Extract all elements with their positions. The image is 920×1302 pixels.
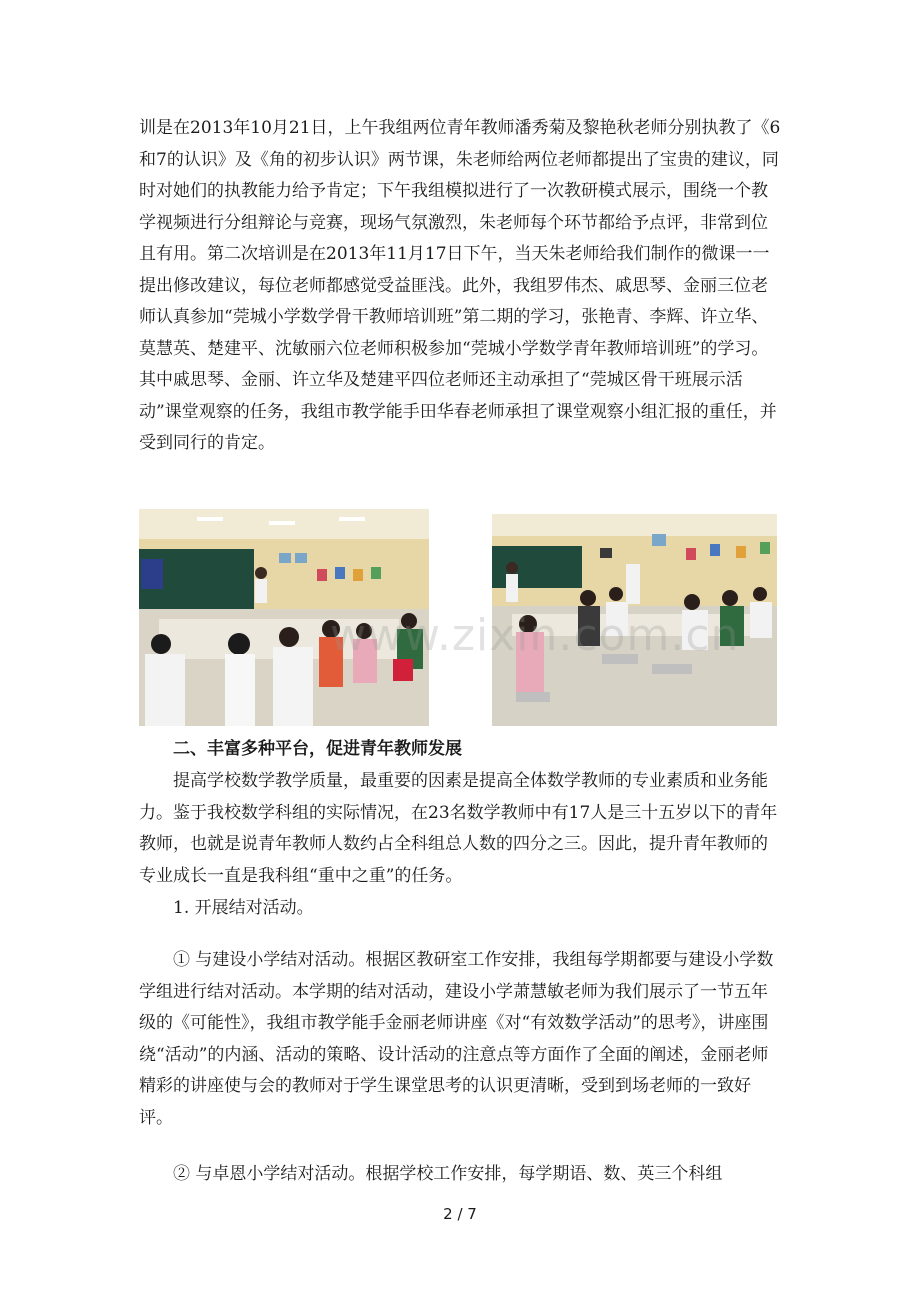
paragraph-jianshe: ① 与建设小学结对活动。根据区教研室工作安排，我组每学期都要与建设小学数学组进行结对活动。本学期的结对活动，建设小学萧慧敏老师为我们展示了一节五年级的《可能性》，我组市教学能手金丽老师讲座《对“有效数学活动”的思考》，讲座围绕“活动”的内涵、活动的策略、设计活动的注意点等方面作了全面的阐述，金丽老师精彩的讲座使与会的教师对于学生课堂思考的认识更清晰，受到到场老师的一致好评。 bbox=[139, 950, 774, 1128]
paragraph-intro: 提高学校数学教学质量，最重要的因素是提高全体数学教师的专业素质和业务能力。鉴于我校数学科组的实际情况，在23名数学教师中有17人是三十五岁以下的青年教师，也就是说青年教师人数约占全科组总人数的四分之三。因此，提升青年教师的专业成长一直是我科组“重中之重”的任务。 bbox=[139, 771, 778, 886]
section-heading: 二、丰富多种平台，促进青年教师发展 bbox=[173, 739, 462, 759]
list-item-pairing: 1. 开展结对活动。 bbox=[173, 898, 314, 918]
paragraph-zhuoen: ② 与卓恩小学结对活动。根据学校工作安排，每学期语、数、英三个科组 bbox=[173, 1164, 723, 1184]
watermark: www.zixin.com.cn bbox=[330, 610, 740, 661]
page-indicator: 2 / 7 bbox=[443, 1205, 477, 1223]
paragraph-training: 训是在2013年10月21日，上午我组两位青年教师潘秀菊及黎艳秋老师分别执教了《6和7的认识》及《角的初步认识》两节课，朱老师给两位老师都提出了宝贵的建议，同时对她们的执教能力给予肯定；下午我组模拟进行了一次教研模式展示，围绕一个教学视频进行分组辩论与竞赛，现场气氛激烈，朱老师每个环节都给予点评，非常到位且有用。第二次培训是在2013年11月17日下午，当天朱老师给我们制作的微课一一提出修改建议，每位老师都感觉受益匪浅。此外，我组罗伟杰、戚思琴、金丽三位老师认真参加“莞城小学数学骨干教师培训班”第二期的学习，张艳青、李辉、许立华、莫慧英、楚建平、沈敏丽六位老师积极参加“莞城小学数学青年教师培训班”的学习。其中戚思琴、金丽、许立华及楚建平四位老师还主动承担了“莞城区骨干班展示活动”课堂观察的任务，我组市教学能手田华春老师承担了课堂观察小组汇报的重任，并受到同行的肯定。 bbox=[139, 118, 781, 453]
